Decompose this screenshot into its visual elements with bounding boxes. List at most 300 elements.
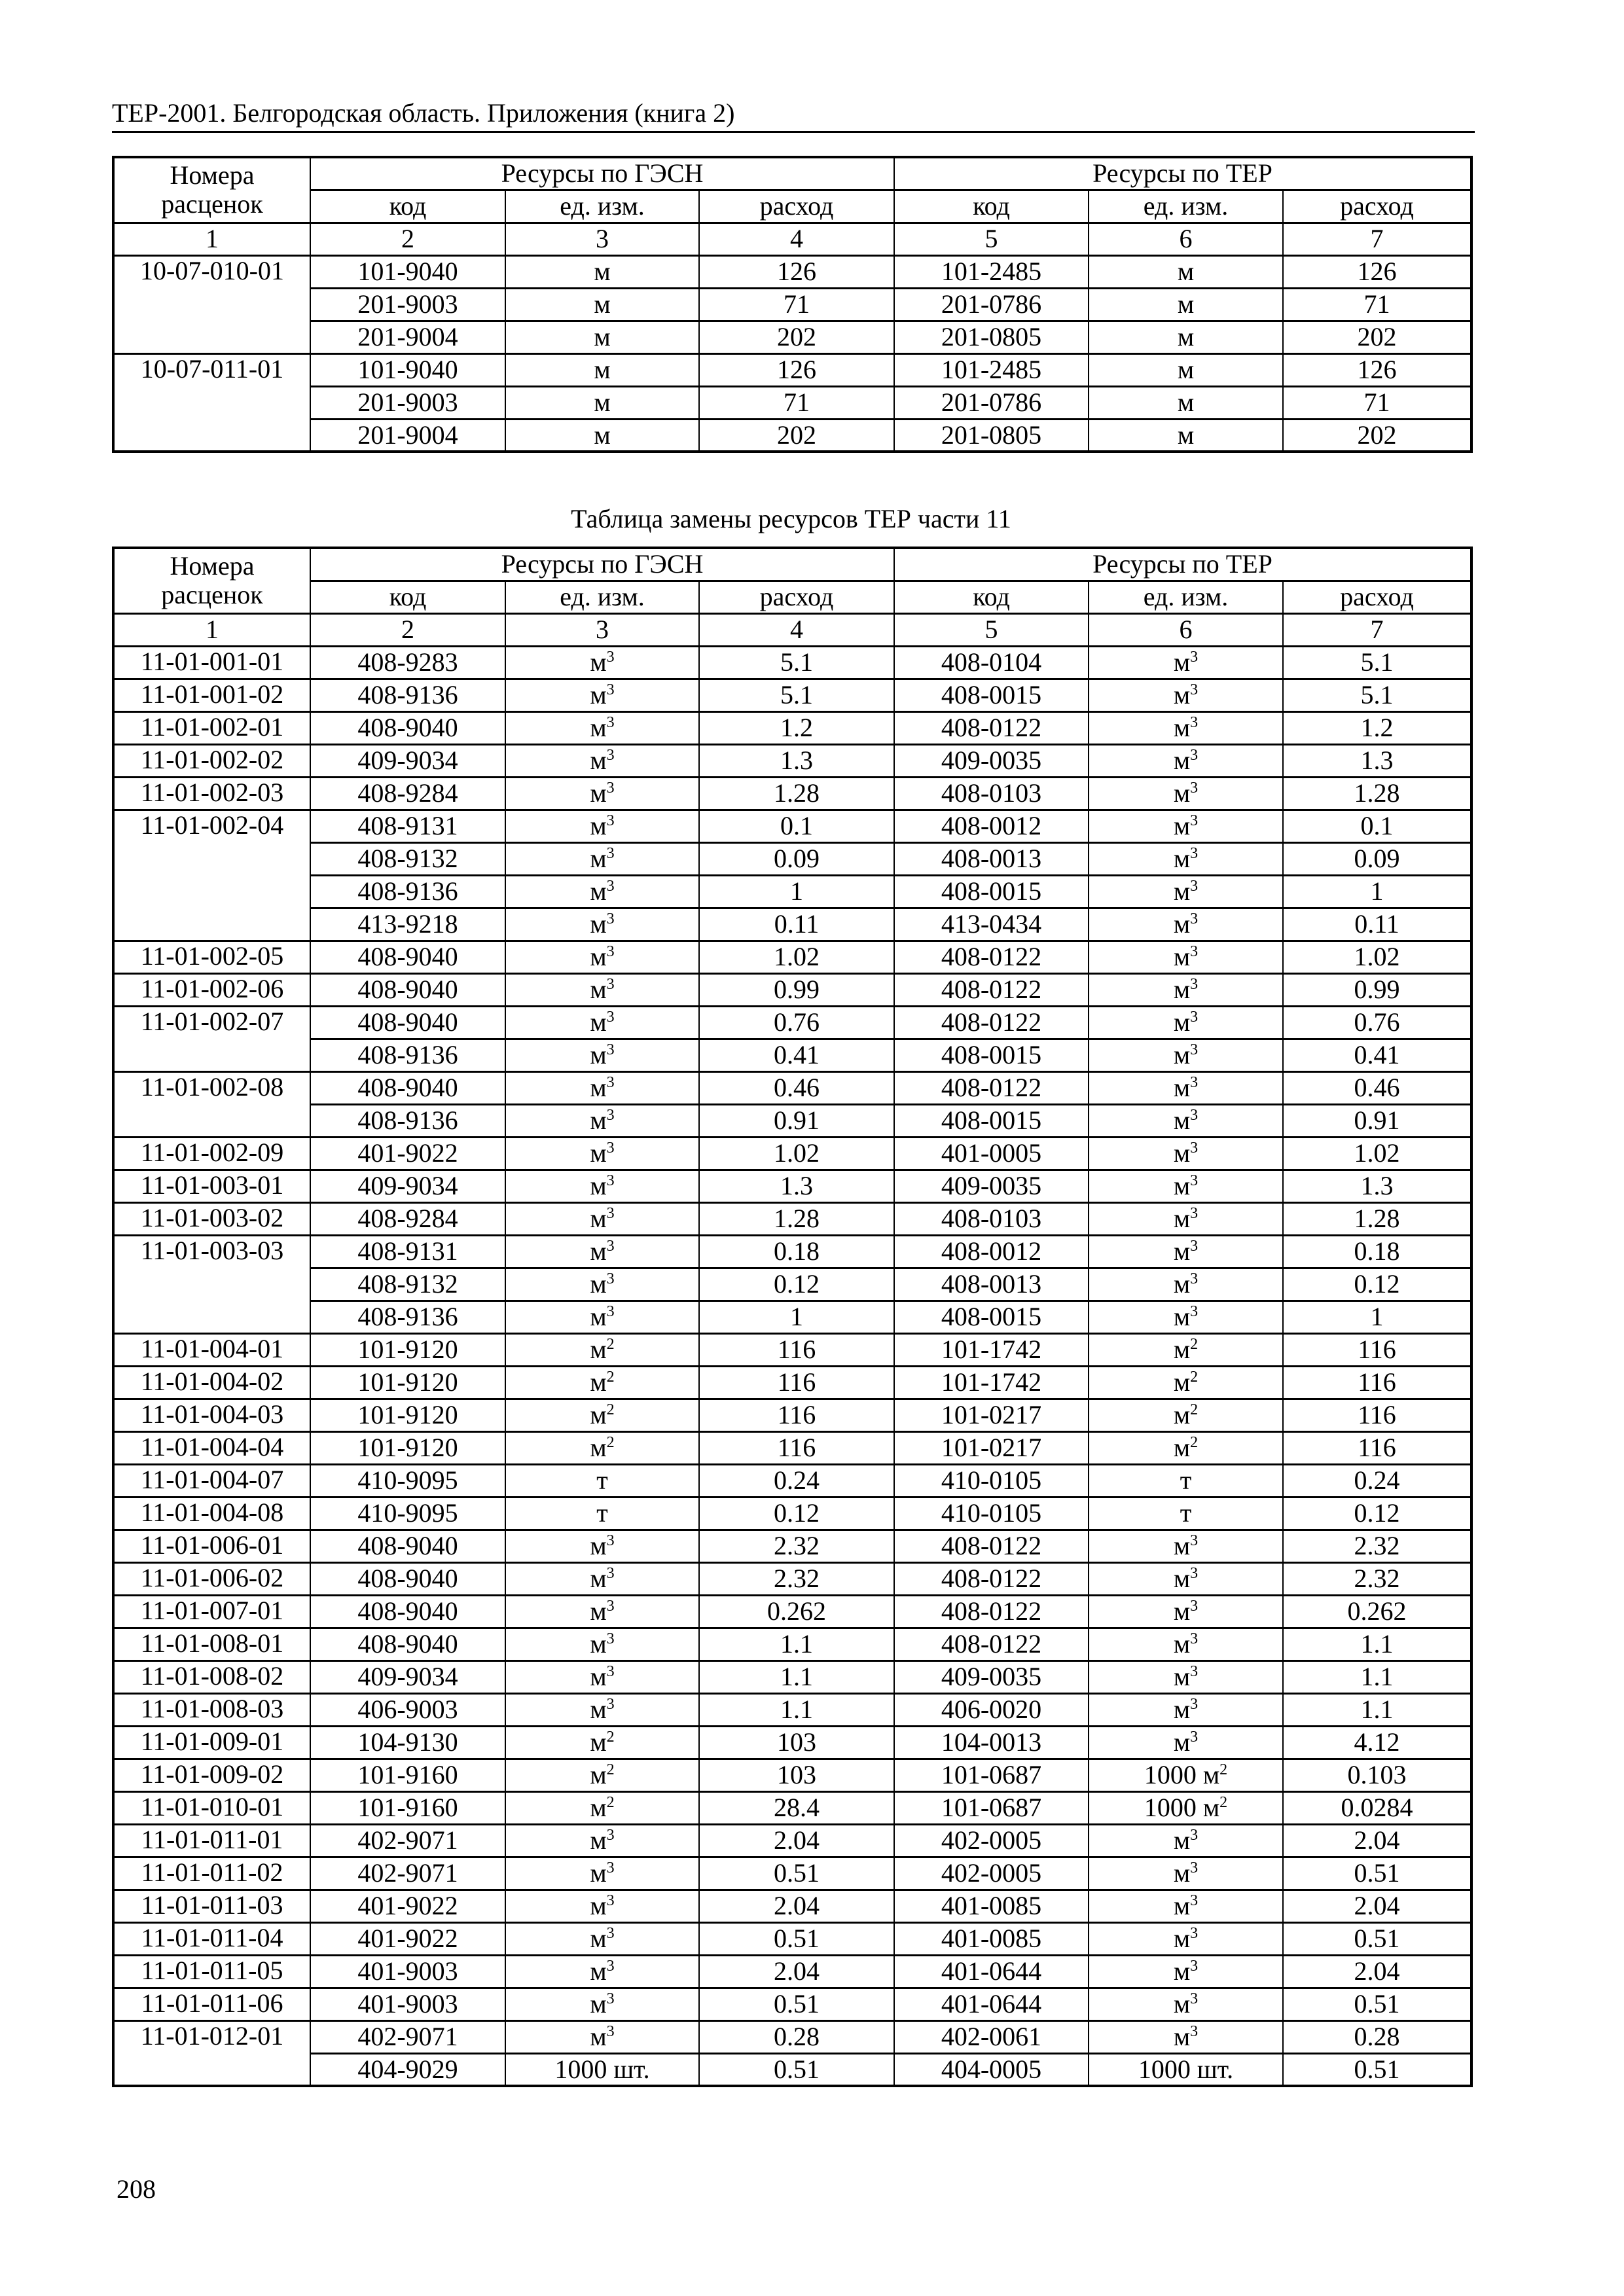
gesn-code-cell: 408-9136: [310, 1300, 505, 1333]
gesn-amount-cell: 202: [699, 321, 894, 353]
unit-exponent: 3: [1190, 1270, 1199, 1287]
gesn-amount-cell: 1.28: [699, 777, 894, 810]
gesn-code-cell: 408-9136: [310, 875, 505, 908]
rate-number-cell: 11-01-004-04: [113, 1431, 310, 1464]
ter-amount-cell: 1.02: [1283, 941, 1471, 973]
unit-exponent: 2: [1190, 1336, 1199, 1353]
gesn-unit-cell: $м^2$: [505, 1759, 699, 1791]
ter-amount-cell: 1.1: [1283, 1660, 1471, 1693]
gesn-unit-cell: $м^3$: [505, 2020, 699, 2053]
ter-amount-cell: 116: [1283, 1431, 1471, 1464]
gesn-unit-cell: $м^3$: [505, 1988, 699, 2020]
unit-exponent: 3: [606, 1009, 615, 1026]
header-row-column-indices: [113, 613, 1471, 646]
rate-number-cell: 11-01-007-01: [113, 1595, 310, 1628]
unit-exponent: 2: [1219, 1794, 1228, 1811]
ter-code-cell: 408-0122: [894, 1628, 1089, 1660]
ter-amount-cell: 0.18: [1283, 1235, 1471, 1268]
ter-unit-cell: м: [1089, 288, 1283, 321]
gesn-code-cell: 101-9160: [310, 1759, 505, 1791]
unit-exponent: 3: [606, 1270, 615, 1287]
table-row: [113, 1366, 1471, 1399]
gesn-amount-cell: 2.04: [699, 1955, 894, 1988]
column-index: 1: [113, 613, 310, 646]
ter-amount-cell: 0.51: [1283, 1988, 1471, 2020]
ter-unit-cell: $м^3$: [1089, 744, 1283, 777]
gesn-amount-cell: 1: [699, 1300, 894, 1333]
ter-amount-cell: 0.0284: [1283, 1791, 1471, 1824]
unit-exponent: 3: [606, 1238, 615, 1255]
ter-unit-cell: $м^2$: [1089, 1399, 1283, 1431]
table-row: [113, 646, 1471, 679]
ter-unit-cell: $м^3$: [1089, 2020, 1283, 2053]
ter-unit-cell: $м^3$: [1089, 1562, 1283, 1595]
ter-amount-cell: 2.32: [1283, 1530, 1471, 1562]
gesn-amount-cell: 116: [699, 1333, 894, 1366]
unit-exponent: 3: [606, 747, 615, 764]
header-row-column-indices: [113, 223, 1471, 255]
rate-number-cell: 10-07-011-01: [113, 353, 310, 452]
ter-unit-cell: $м^3$: [1089, 777, 1283, 810]
ter-unit-cell: $м^3$: [1089, 1595, 1283, 1628]
unit-exponent: 3: [606, 1139, 615, 1157]
unit-exponent: 3: [606, 812, 615, 829]
gesn-amount-cell: 0.51: [699, 1857, 894, 1890]
unit-exponent: 3: [606, 681, 615, 698]
rate-number-cell: 11-01-003-03: [113, 1235, 310, 1333]
unit-exponent: 3: [1190, 1663, 1199, 1680]
table-row: [113, 1857, 1471, 1890]
header-gesn-unit: ед. изм.: [505, 581, 699, 613]
gesn-unit-cell: м: [505, 386, 699, 419]
table-row: [113, 1791, 1471, 1824]
rate-number-cell: 11-01-002-07: [113, 1006, 310, 1071]
gesn-amount-cell: 2.04: [699, 1890, 894, 1922]
unit-exponent: 3: [1190, 1238, 1199, 1255]
ter-code-cell: 408-0122: [894, 711, 1089, 744]
gesn-unit-cell: $м^3$: [505, 810, 699, 842]
ter-unit-cell: $м^3$: [1089, 842, 1283, 875]
unit-exponent: 3: [606, 1041, 615, 1058]
table-row: [113, 1039, 1471, 1071]
ter-unit-cell: $м^3$: [1089, 1693, 1283, 1726]
ter-code-cell: 409-0035: [894, 1170, 1089, 1202]
column-index: 7: [1283, 613, 1471, 646]
gesn-unit-cell: м: [505, 255, 699, 288]
ter-code-cell: 201-0786: [894, 386, 1089, 419]
gesn-amount-cell: 116: [699, 1399, 894, 1431]
gesn-unit-cell: $м^3$: [505, 1104, 699, 1137]
ter-amount-cell: 2.04: [1283, 1824, 1471, 1857]
ter-amount-cell: 2.04: [1283, 1890, 1471, 1922]
gesn-amount-cell: 0.1: [699, 810, 894, 842]
gesn-amount-cell: 0.09: [699, 842, 894, 875]
header-gesn-unit: ед. изм.: [505, 190, 699, 223]
ter-unit-cell: $м^3$: [1089, 1300, 1283, 1333]
gesn-amount-cell: 1.02: [699, 1137, 894, 1170]
ter-unit-cell: $м^3$: [1089, 1235, 1283, 1268]
ter-code-cell: 101-0217: [894, 1431, 1089, 1464]
gesn-unit-cell: $м^3$: [505, 1595, 699, 1628]
gesn-code-cell: 408-9136: [310, 1104, 505, 1137]
gesn-code-cell: 101-9040: [310, 353, 505, 386]
unit-exponent: 3: [606, 1827, 615, 1844]
ter-unit-cell: $м^3$: [1089, 1006, 1283, 1039]
table-row: [113, 1562, 1471, 1595]
rate-number-cell: 11-01-008-02: [113, 1660, 310, 1693]
gesn-unit-cell: т: [505, 1464, 699, 1497]
ter-code-cell: 408-0015: [894, 875, 1089, 908]
gesn-amount-cell: 2.32: [699, 1530, 894, 1562]
unit-exponent: 3: [606, 845, 615, 862]
unit-exponent: 3: [606, 1925, 615, 1942]
table-row: [113, 1660, 1471, 1693]
ter-unit-cell: м: [1089, 255, 1283, 288]
ter-amount-cell: 2.04: [1283, 1955, 1471, 1988]
table-row: [113, 777, 1471, 810]
table-row: [113, 1104, 1471, 1137]
ter-amount-cell: 71: [1283, 386, 1471, 419]
unit-exponent: 3: [1190, 1958, 1199, 1975]
rate-number-cell: 11-01-006-02: [113, 1562, 310, 1595]
gesn-code-cell: 201-9003: [310, 288, 505, 321]
unit-exponent: 3: [606, 1663, 615, 1680]
gesn-amount-cell: 1.28: [699, 1202, 894, 1235]
gesn-unit-cell: $м^2$: [505, 1366, 699, 1399]
gesn-unit-cell: $м^3$: [505, 1890, 699, 1922]
ter-unit-cell: $м^3$: [1089, 1268, 1283, 1300]
ter-code-cell: 101-0217: [894, 1399, 1089, 1431]
ter-unit-cell: $м^3$: [1089, 1104, 1283, 1137]
rate-number-cell: 11-01-004-02: [113, 1366, 310, 1399]
rate-number-cell: 11-01-008-03: [113, 1693, 310, 1726]
table-row: [113, 941, 1471, 973]
unit-exponent: 3: [606, 1990, 615, 2007]
unit-exponent: 3: [1190, 1139, 1199, 1157]
unit-exponent: 3: [1190, 1107, 1199, 1124]
gesn-amount-cell: 1.1: [699, 1628, 894, 1660]
unit-exponent: 3: [1190, 780, 1199, 797]
ter-unit-cell: $м^3$: [1089, 711, 1283, 744]
gesn-code-cell: 101-9120: [310, 1366, 505, 1399]
ter-amount-cell: 0.46: [1283, 1071, 1471, 1104]
gesn-unit-cell: $м^3$: [505, 1955, 699, 1988]
gesn-amount-cell: 0.41: [699, 1039, 894, 1071]
rate-number-cell: 11-01-009-02: [113, 1759, 310, 1791]
header-ter-amount: расход: [1283, 190, 1471, 223]
unit-exponent: 3: [606, 1205, 615, 1222]
gesn-unit-cell: $м^3$: [505, 1300, 699, 1333]
gesn-unit-cell: $м^2$: [505, 1431, 699, 1464]
ter-code-cell: 101-1742: [894, 1366, 1089, 1399]
column-index: 2: [310, 613, 505, 646]
resource-table-part-10: [112, 156, 1473, 453]
ter-amount-cell: 0.76: [1283, 1006, 1471, 1039]
table-row: [113, 1300, 1471, 1333]
ter-code-cell: 101-0687: [894, 1759, 1089, 1791]
ter-code-cell: 408-0015: [894, 1039, 1089, 1071]
gesn-code-cell: 408-9132: [310, 842, 505, 875]
gesn-amount-cell: 126: [699, 353, 894, 386]
ter-amount-cell: 1: [1283, 1300, 1471, 1333]
unit-exponent: 2: [1190, 1369, 1199, 1386]
gesn-amount-cell: 0.12: [699, 1268, 894, 1300]
ter-code-cell: 409-0035: [894, 1660, 1089, 1693]
header-row-subcolumns: [113, 190, 1471, 223]
table-row: [113, 1595, 1471, 1628]
ter-unit-cell: т: [1089, 1497, 1283, 1530]
ter-amount-cell: 126: [1283, 255, 1471, 288]
ter-amount-cell: 1.28: [1283, 1202, 1471, 1235]
ter-unit-cell: м: [1089, 321, 1283, 353]
table-row: [113, 288, 1471, 321]
gesn-amount-cell: 0.51: [699, 1922, 894, 1955]
header-row-groups: [113, 157, 1471, 190]
unit-exponent: 3: [1190, 812, 1199, 829]
gesn-code-cell: 408-9284: [310, 777, 505, 810]
ter-code-cell: 408-0122: [894, 1595, 1089, 1628]
gesn-code-cell: 409-9034: [310, 1660, 505, 1693]
ter-amount-cell: 1.02: [1283, 1137, 1471, 1170]
gesn-code-cell: 408-9040: [310, 711, 505, 744]
column-index: 2: [310, 223, 505, 255]
gesn-unit-cell: $м^3$: [505, 908, 699, 941]
ter-amount-cell: 0.11: [1283, 908, 1471, 941]
unit-exponent: 3: [1190, 910, 1199, 927]
ter-unit-cell: $м^3$: [1089, 679, 1283, 711]
header-ter-resources: Ресурсы по ТЕР: [894, 157, 1471, 190]
gesn-code-cell: 402-9071: [310, 1824, 505, 1857]
table-row: [113, 842, 1471, 875]
header-ter-code: код: [894, 190, 1089, 223]
gesn-amount-cell: 1: [699, 875, 894, 908]
gesn-code-cell: 401-9022: [310, 1137, 505, 1170]
ter-amount-cell: 0.24: [1283, 1464, 1471, 1497]
table-row: [113, 679, 1471, 711]
ter-code-cell: 402-0005: [894, 1824, 1089, 1857]
gesn-code-cell: 201-9004: [310, 419, 505, 452]
gesn-amount-cell: 0.12: [699, 1497, 894, 1530]
ter-code-cell: 408-0012: [894, 810, 1089, 842]
gesn-unit-cell: $м^3$: [505, 842, 699, 875]
ter-amount-cell: 1.1: [1283, 1628, 1471, 1660]
ter-unit-cell: $м^3$: [1089, 1955, 1283, 1988]
header-rule: [112, 131, 1475, 133]
gesn-unit-cell: $м^3$: [505, 1071, 699, 1104]
table-row: [113, 1628, 1471, 1660]
unit-exponent: 3: [1190, 878, 1199, 895]
gesn-code-cell: 408-9040: [310, 1595, 505, 1628]
unit-exponent: 3: [606, 1532, 615, 1549]
gesn-amount-cell: 71: [699, 288, 894, 321]
gesn-unit-cell: т: [505, 1497, 699, 1530]
unit-exponent: 3: [1190, 1074, 1199, 1091]
ter-unit-cell: $м^3$: [1089, 973, 1283, 1006]
unit-exponent: 3: [606, 1630, 615, 1647]
gesn-unit-cell: $м^3$: [505, 1202, 699, 1235]
gesn-code-cell: 408-9040: [310, 1071, 505, 1104]
rate-number-cell: 11-01-002-09: [113, 1137, 310, 1170]
ter-amount-cell: 0.262: [1283, 1595, 1471, 1628]
ter-code-cell: 408-0104: [894, 646, 1089, 679]
ter-code-cell: 401-0644: [894, 1988, 1089, 2020]
table-row: [113, 973, 1471, 1006]
gesn-code-cell: 406-9003: [310, 1693, 505, 1726]
gesn-code-cell: 402-9071: [310, 2020, 505, 2053]
ter-amount-cell: 0.09: [1283, 842, 1471, 875]
resource-table-part-11: [112, 547, 1473, 2087]
unit-exponent: 3: [1190, 1598, 1199, 1615]
gesn-unit-cell: $м^3$: [505, 1660, 699, 1693]
gesn-code-cell: 404-9029: [310, 2053, 505, 2086]
gesn-code-cell: 201-9003: [310, 386, 505, 419]
gesn-amount-cell: 1.2: [699, 711, 894, 744]
unit-exponent: 3: [606, 943, 615, 960]
ter-amount-cell: 5.1: [1283, 646, 1471, 679]
ter-amount-cell: 0.51: [1283, 1857, 1471, 1890]
gesn-amount-cell: 1.1: [699, 1693, 894, 1726]
column-index: 4: [699, 613, 894, 646]
ter-unit-cell: $м^3$: [1089, 1824, 1283, 1857]
table-row: [113, 2020, 1471, 2053]
ter-unit-cell: $м^3$: [1089, 810, 1283, 842]
unit-exponent: 3: [606, 910, 615, 927]
table-row: [113, 1137, 1471, 1170]
gesn-amount-cell: 2.32: [699, 1562, 894, 1595]
rate-number-cell: 11-01-012-01: [113, 2020, 310, 2086]
table-row: [113, 1333, 1471, 1366]
ter-amount-cell: 1.3: [1283, 1170, 1471, 1202]
ter-amount-cell: 116: [1283, 1333, 1471, 1366]
header-ter-code: код: [894, 581, 1089, 613]
unit-exponent: 3: [606, 1958, 615, 1975]
column-index: 7: [1283, 223, 1471, 255]
gesn-amount-cell: 0.262: [699, 1595, 894, 1628]
ter-code-cell: 410-0105: [894, 1464, 1089, 1497]
ter-unit-cell: $м^3$: [1089, 1660, 1283, 1693]
rate-number-cell: 11-01-002-08: [113, 1071, 310, 1137]
table-row: [113, 711, 1471, 744]
gesn-code-cell: 408-9136: [310, 679, 505, 711]
table-row: [113, 1170, 1471, 1202]
ter-amount-cell: 0.51: [1283, 2053, 1471, 2086]
table-row: [113, 1235, 1471, 1268]
gesn-amount-cell: 116: [699, 1431, 894, 1464]
unit-exponent: 3: [1190, 845, 1199, 862]
gesn-amount-cell: 0.76: [699, 1006, 894, 1039]
ter-code-cell: 101-0687: [894, 1791, 1089, 1824]
gesn-unit-cell: м: [505, 321, 699, 353]
gesn-amount-cell: 116: [699, 1366, 894, 1399]
column-index: 4: [699, 223, 894, 255]
unit-exponent: 2: [606, 1761, 615, 1778]
unit-exponent: 3: [1190, 1630, 1199, 1647]
table-row: [113, 875, 1471, 908]
unit-exponent: 3: [606, 878, 615, 895]
table-row: [113, 419, 1471, 452]
rate-number-cell: 11-01-009-01: [113, 1726, 310, 1759]
header-gesn-code: код: [310, 581, 505, 613]
ter-amount-cell: 4.12: [1283, 1726, 1471, 1759]
ter-unit-cell: $м^3$: [1089, 646, 1283, 679]
gesn-code-cell: 101-9160: [310, 1791, 505, 1824]
gesn-unit-cell: $м^3$: [505, 1137, 699, 1170]
gesn-code-cell: 401-9003: [310, 1955, 505, 1988]
gesn-code-cell: 410-9095: [310, 1464, 505, 1497]
table-row: [113, 810, 1471, 842]
ter-unit-cell: $м^3$: [1089, 1628, 1283, 1660]
ter-code-cell: 408-0122: [894, 973, 1089, 1006]
gesn-amount-cell: 0.11: [699, 908, 894, 941]
ter-unit-cell: 1000 шт.: [1089, 2053, 1283, 2086]
gesn-code-cell: 402-9071: [310, 1857, 505, 1890]
ter-code-cell: 408-0015: [894, 679, 1089, 711]
gesn-code-cell: 408-9132: [310, 1268, 505, 1300]
ter-code-cell: 201-0805: [894, 321, 1089, 353]
ter-amount-cell: 126: [1283, 353, 1471, 386]
unit-exponent: 2: [606, 1729, 615, 1746]
gesn-amount-cell: 0.51: [699, 1988, 894, 2020]
ter-code-cell: 201-0786: [894, 288, 1089, 321]
header-ter-unit: ед. изм.: [1089, 190, 1283, 223]
ter-code-cell: 408-0103: [894, 777, 1089, 810]
ter-code-cell: 408-0122: [894, 1562, 1089, 1595]
gesn-amount-cell: 202: [699, 419, 894, 452]
rate-number-cell: 11-01-002-04: [113, 810, 310, 941]
gesn-code-cell: 408-9284: [310, 1202, 505, 1235]
header-ter-amount: расход: [1283, 581, 1471, 613]
gesn-amount-cell: 126: [699, 255, 894, 288]
gesn-amount-cell: 1.1: [699, 1660, 894, 1693]
ter-amount-cell: 0.91: [1283, 1104, 1471, 1137]
unit-exponent: 3: [606, 1696, 615, 1713]
ter-unit-cell: $м^3$: [1089, 1039, 1283, 1071]
header-gesn-amount: расход: [699, 581, 894, 613]
page-number: 208: [117, 2174, 156, 2204]
gesn-unit-cell: $м^3$: [505, 1824, 699, 1857]
ter-amount-cell: 0.51: [1283, 1922, 1471, 1955]
gesn-unit-cell: 1000 шт.: [505, 2053, 699, 2086]
gesn-unit-cell: $м^3$: [505, 1530, 699, 1562]
column-index: 5: [894, 223, 1089, 255]
gesn-unit-cell: $м^3$: [505, 1693, 699, 1726]
ter-unit-cell: $м^3$: [1089, 1890, 1283, 1922]
column-index: 5: [894, 613, 1089, 646]
unit-exponent: 3: [1190, 1205, 1199, 1222]
unit-exponent: 2: [1190, 1401, 1199, 1418]
ter-amount-cell: 5.1: [1283, 679, 1471, 711]
ter-code-cell: 401-0085: [894, 1890, 1089, 1922]
ter-code-cell: 409-0035: [894, 744, 1089, 777]
gesn-unit-cell: $м^3$: [505, 1922, 699, 1955]
ter-code-cell: 401-0085: [894, 1922, 1089, 1955]
ter-code-cell: 408-0015: [894, 1300, 1089, 1333]
gesn-code-cell: 401-9022: [310, 1890, 505, 1922]
header-gesn-resources: Ресурсы по ГЭСН: [310, 157, 894, 190]
gesn-code-cell: 101-9120: [310, 1431, 505, 1464]
unit-exponent: 3: [606, 1107, 615, 1124]
table-row: [113, 255, 1471, 288]
unit-exponent: 2: [606, 1369, 615, 1386]
ter-amount-cell: 0.1: [1283, 810, 1471, 842]
gesn-amount-cell: 0.46: [699, 1071, 894, 1104]
ter-code-cell: 410-0105: [894, 1497, 1089, 1530]
ter-amount-cell: 202: [1283, 419, 1471, 452]
gesn-amount-cell: 1.3: [699, 744, 894, 777]
rate-number-cell: 11-01-002-03: [113, 777, 310, 810]
header-gesn-resources: Ресурсы по ГЭСН: [310, 548, 894, 581]
ter-code-cell: 408-0122: [894, 1006, 1089, 1039]
